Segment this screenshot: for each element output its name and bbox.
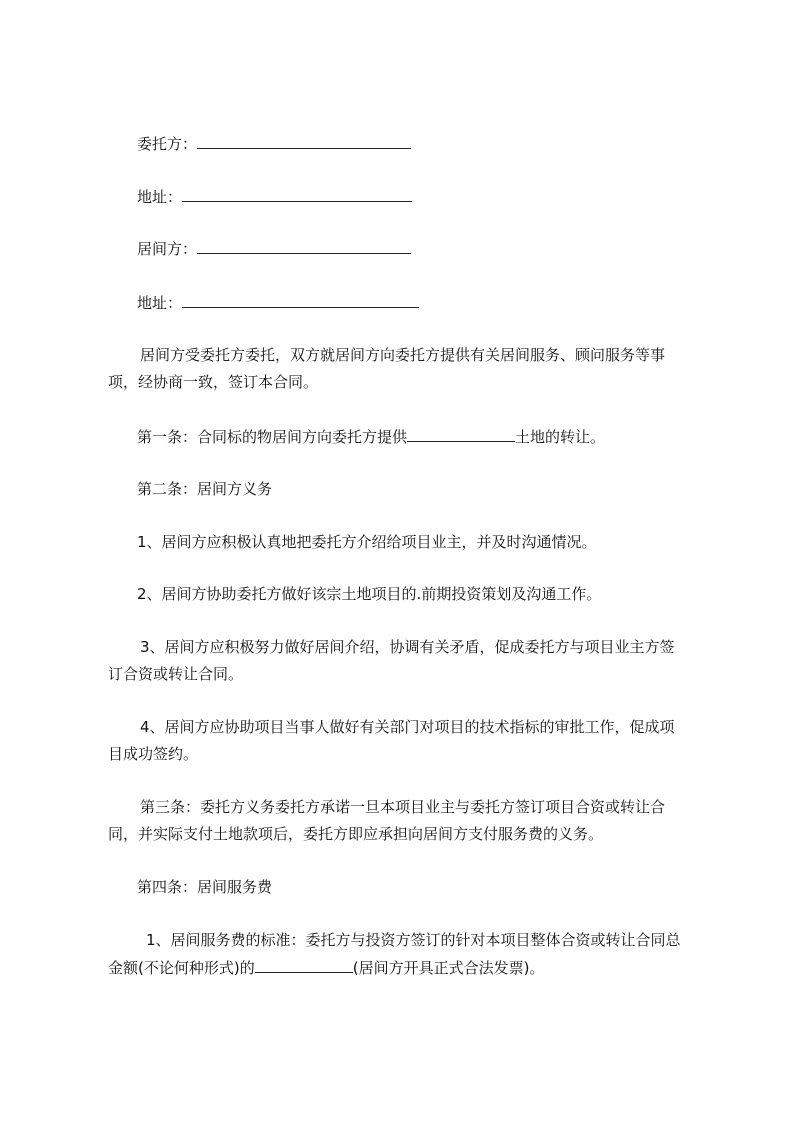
article-1-blank: [407, 426, 515, 442]
broker-address-field: [137, 292, 419, 313]
client-address-blank: [182, 186, 412, 202]
broker-address-label: 地址：: [137, 294, 183, 312]
article-1-text: 第一条：合同标的物居间方向委托方提供: [137, 428, 408, 446]
article-4-title: 第四条：居间服务费: [137, 878, 273, 896]
client-address-label: 地址：: [137, 188, 183, 206]
broker-label: 居间方：: [137, 240, 198, 258]
article-4-item-1-text-end: (居间方开具正式合法发票)。: [352, 959, 545, 977]
article-4-item-1-line-1: 1、居间服务费的标准：委托方与投资方签订的针对本项目整体合资或转让合同总: [146, 931, 681, 949]
article-2-item-3-line-1: 3、居间方应积极努力做好居间介绍，协调有关矛盾，促成委托方与项目业主方签: [140, 638, 675, 656]
article-1-text-end: 土地的转让。: [515, 428, 606, 446]
client-address-field: [137, 186, 412, 207]
article-2-item-3-line-2: 订合资或转让合同。: [108, 665, 244, 683]
article-2-item-2: 2、居间方协助委托方做好该宗土地项目的.前期投资策划及沟通工作。: [137, 585, 602, 603]
article-3-line-2: 同，并实际支付土地款项后，委托方即应承担向居间方支付服务费的义务。: [108, 825, 604, 843]
client-label: 委托方：: [137, 135, 198, 153]
intro-line-2: 项，经协商一致，签订本合同。: [108, 373, 319, 391]
client-blank: [197, 133, 411, 149]
article-4-item-1-line-2: [108, 957, 544, 978]
broker-address-blank: [182, 292, 419, 308]
article-2-item-1: 1、居间方应积极认真地把委托方介绍给项目业主，并及时沟通情况。: [137, 533, 597, 551]
article-2-item-4-line-2: 目成功签约。: [108, 745, 199, 763]
client-field: [137, 133, 411, 154]
article-2-item-4-line-1: 4、居间方应协助项目当事人做好有关部门对项目的技术指标的审批工作，促成项: [140, 718, 675, 736]
article-4-item-1-text: 金额(不论何种形式)的: [108, 959, 255, 977]
article-1: [137, 426, 605, 447]
broker-field: [137, 238, 411, 259]
broker-blank: [197, 238, 411, 254]
article-2-title: 第二条：居间方义务: [137, 480, 273, 498]
article-3-line-1: 第三条：委托方义务委托方承诺一旦本项目业主与委托方签订项目合资或转让合: [140, 798, 666, 816]
fee-blank: [255, 957, 353, 973]
intro-line-1: 居间方受委托方委托，双方就居间方向委托方提供有关居间服务、顾问服务等事: [140, 346, 666, 364]
